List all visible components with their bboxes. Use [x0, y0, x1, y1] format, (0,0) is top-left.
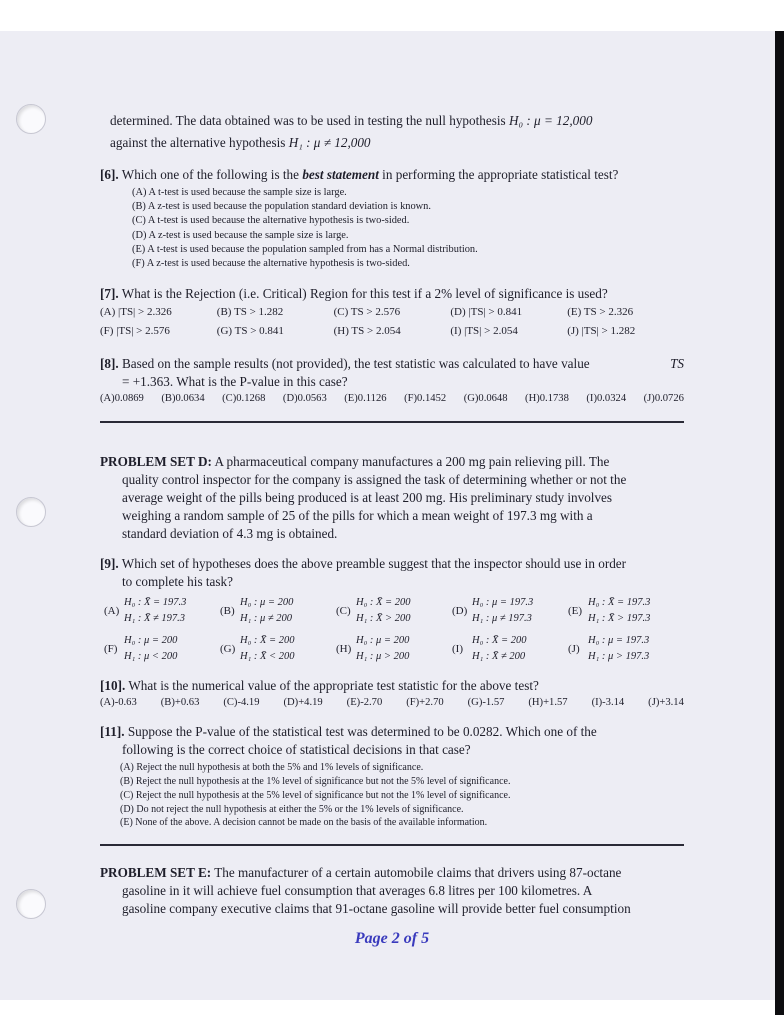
- hypothesis-option: [336, 633, 452, 665]
- option: (I) |TS| > 2.054: [450, 325, 518, 338]
- option-label: (E): [568, 605, 583, 618]
- preamble-text: gasoline in it will achieve fuel consumption that averages 6.8 litres per 100 kilometres. A: [122, 883, 593, 899]
- preamble-text: A pharmaceutical company manufactures a 200 mg pain relieving pill. The: [214, 454, 610, 470]
- page-number: Page 2 of 5: [354, 930, 430, 947]
- question-9: [100, 555, 684, 665]
- hypothesis-option: [336, 595, 452, 627]
- section-divider: [100, 844, 684, 846]
- hypothesis-option: [568, 633, 684, 665]
- alt-hypothesis: H₁ : X̄ ≠ 200: [472, 651, 526, 663]
- option-row: [100, 391, 684, 407]
- option: (D) |TS| > 0.841: [450, 306, 523, 319]
- punch-hole: [16, 104, 46, 134]
- alt-hypothesis: H₁ : μ ≠ 197.3: [472, 613, 532, 625]
- question-10: [100, 677, 684, 711]
- option: (F)+2.70: [406, 697, 444, 709]
- option: (C) A t-test is used because the alternative hypothesis is two-sided.: [132, 215, 410, 227]
- hypothesis-option: [452, 595, 568, 627]
- question-text: in performing the appropriate statistical test?: [382, 167, 619, 182]
- null-hypothesis: H₀ : μ = 197.3: [588, 635, 650, 647]
- option: (E) None of the above. A decision cannot be made on the basis of the available information.: [120, 817, 488, 829]
- option: (E) TS > 2.326: [567, 306, 634, 319]
- section-heading: PROBLEM SET D:: [100, 454, 212, 470]
- question-11: [100, 723, 684, 846]
- hypothesis-option: [220, 633, 336, 665]
- option: (G) TS > 0.841: [216, 325, 284, 338]
- page-content: [100, 112, 684, 918]
- option: (C) Reject the null hypothesis at the 5% level of significance but not the 1% level of significance.: [120, 789, 511, 801]
- option-label: (H): [336, 643, 352, 656]
- null-hypothesis: H₀ : μ = 200: [124, 635, 178, 647]
- option: (C)-4.19: [223, 697, 260, 709]
- null-hypothesis: H₀ : μ = 200: [240, 597, 294, 609]
- question-text: What is the numerical value of the appropriate test statistic for the above test?: [128, 678, 539, 694]
- option: (E)-2.70: [346, 697, 383, 709]
- preamble-text: average weight of the pills being produced is at least 200 mg. His preliminary study involves: [122, 490, 613, 506]
- option: (J)0.0726: [643, 393, 684, 405]
- scan-top-margin: [0, 0, 784, 31]
- option: (E)0.1126: [344, 393, 387, 405]
- question-number: [7].: [100, 286, 119, 302]
- hypothesis-option: [568, 595, 684, 627]
- option-label: (C): [336, 605, 351, 618]
- option: (B)+0.63: [160, 697, 200, 709]
- option: (B)0.0634: [161, 393, 205, 405]
- option: (F) A z-test is used because the alternative hypothesis is two-sided.: [132, 258, 410, 270]
- option-row: [100, 695, 684, 711]
- question-text: Based on the sample results (not provided), the test statistic was calculated to have value: [121, 356, 590, 372]
- option: (D)0.0563: [282, 393, 327, 405]
- option: (E) A t-test is used because the population sampled from has a Normal distribution.: [132, 243, 478, 255]
- option: (A)0.0869: [100, 393, 144, 405]
- option: (F)0.1452: [404, 393, 447, 405]
- null-hypothesis: H₀ : X̄ = 197.3: [124, 597, 187, 609]
- null-hypothesis: H₀ : X̄ = 197.3: [588, 597, 651, 609]
- option-list: [120, 761, 684, 830]
- option: (A)-0.63: [100, 697, 137, 709]
- preamble-text: standard deviation of 4.3 mg is obtained.: [122, 526, 338, 542]
- null-hypothesis: H₀ : X̄ = 200: [472, 635, 527, 647]
- option-label: (D): [452, 605, 468, 618]
- question-number: [11].: [100, 724, 125, 740]
- option: (B) A z-test is used because the population standard deviation is known.: [132, 201, 431, 213]
- question-text: = +1.363. What is the P-value in this case?: [122, 374, 348, 390]
- hypothesis-option: [104, 595, 220, 627]
- punch-hole: [16, 889, 46, 919]
- punch-hole: [16, 497, 46, 527]
- section-heading: PROBLEM SET E:: [100, 865, 212, 881]
- option-label: (J): [568, 643, 580, 656]
- null-hypothesis: H₀ : X̄ = 200: [240, 635, 295, 647]
- hypothesis-option: [452, 633, 568, 665]
- alt-hypothesis: H₁ : X̄ ≠ 197.3: [124, 613, 186, 625]
- null-hypothesis: H₀ : μ = 197.3: [472, 597, 534, 609]
- option-label: (A): [104, 605, 120, 618]
- question-text: Suppose the P-value of the statistical test was determined to be 0.0282. Which one of the: [127, 724, 597, 740]
- preamble-text: The manufacturer of a certain automobile claims that drivers using 87-octane: [214, 865, 622, 881]
- option: (H) TS > 2.054: [333, 325, 401, 338]
- question-8: [100, 355, 684, 423]
- option-grid: [100, 303, 684, 341]
- question-text: Which one of the following is the: [121, 167, 300, 182]
- question-7: [100, 285, 684, 341]
- option: (D) A z-test is used because the sample size is large.: [132, 229, 349, 241]
- scan-bottom-margin: [0, 1000, 775, 1015]
- question-text: following is the correct choice of statistical decisions in that case?: [122, 742, 471, 758]
- question-text: Which set of hypotheses does the above preamble suggest that the inspector should use in order: [121, 556, 627, 572]
- hypothesis-option: [104, 633, 220, 665]
- option: (C) TS > 2.576: [333, 306, 401, 319]
- question-text: What is the Rejection (i.e. Critical) Region for this test if a 2% level of significance is used?: [121, 286, 608, 302]
- option-list: [132, 186, 684, 271]
- option: (A) A t-test is used because the sample size is large.: [132, 187, 347, 198]
- null-hypothesis: H₀ : μ = 12,000: [508, 113, 593, 128]
- preamble-text: quality control inspector for the company is assigned the task of determining whether or not the: [122, 472, 627, 488]
- option: (H)+1.57: [528, 697, 568, 709]
- alt-hypothesis: H₁ : μ < 200: [124, 651, 178, 663]
- alt-hypothesis: H₁ : μ > 197.3: [588, 651, 650, 663]
- alt-hypothesis: H₁ : X̄ > 200: [356, 613, 411, 625]
- option: (B) TS > 1.282: [216, 306, 284, 319]
- emphasis-text: best statement: [302, 167, 379, 182]
- question-number: [9].: [100, 556, 119, 572]
- option: (J) |TS| > 1.282: [567, 325, 636, 338]
- option: (F) |TS| > 2.576: [100, 325, 170, 338]
- section-divider: [100, 421, 684, 423]
- option: (I)-3.14: [591, 697, 625, 709]
- option: (C)0.1268: [222, 393, 266, 405]
- option-label: (B): [220, 605, 235, 618]
- option-label: (F): [104, 643, 118, 656]
- hypothesis-option: [220, 595, 336, 627]
- preamble-text: weighing a random sample of 25 of the pills for which a mean weight of 197.3 mg with a: [122, 508, 593, 524]
- option-label: (I): [452, 643, 463, 656]
- option: (B) Reject the null hypothesis at the 1% level of significance but not the 5% level of significance.: [120, 776, 511, 788]
- alt-hypothesis: H₁ : μ ≠ 200: [240, 613, 293, 625]
- option: (J)+3.14: [648, 697, 684, 709]
- hypothesis-grid: [104, 595, 684, 665]
- option: (A) |TS| > 2.326: [100, 306, 172, 319]
- test-statistic-symbol: TS: [670, 356, 684, 372]
- problem-set-d: [100, 453, 684, 543]
- option: (D) Do not reject the null hypothesis at either the 5% or the 1% levels of significance.: [120, 803, 464, 815]
- alt-hypothesis: H₁ : μ ≠ 12,000: [288, 135, 371, 150]
- scan-edge: [775, 31, 784, 1015]
- alt-hypothesis: H₁ : μ > 200: [356, 651, 410, 663]
- null-hypothesis: H₀ : μ = 200: [356, 635, 410, 647]
- question-6: [100, 166, 684, 271]
- intro-paragraph: [110, 112, 684, 152]
- option: (G)0.0648: [463, 393, 508, 405]
- option: (A) Reject the null hypothesis at both the 5% and 1% levels of significance.: [120, 762, 424, 774]
- preamble-text: gasoline company executive claims that 91-octane gasoline will provide better fuel consumption: [122, 901, 631, 917]
- null-hypothesis: H₀ : X̄ = 200: [356, 597, 411, 609]
- option: (D)+4.19: [283, 697, 323, 709]
- alt-hypothesis: H₁ : X̄ < 200: [240, 651, 295, 663]
- problem-set-e: [100, 864, 684, 918]
- option: (I)0.0324: [586, 393, 627, 405]
- intro-text: against the alternative hypothesis: [110, 135, 286, 150]
- question-number: [8].: [100, 356, 119, 372]
- question-number: [6].: [100, 167, 119, 182]
- option: (H)0.1738: [525, 393, 569, 405]
- alt-hypothesis: H₁ : X̄ > 197.3: [588, 613, 651, 625]
- option-label: (G): [220, 643, 236, 656]
- intro-text: determined. The data obtained was to be used in testing the null hypothesis: [110, 113, 506, 128]
- question-number: [10].: [100, 678, 126, 694]
- option: (G)-1.57: [467, 697, 505, 709]
- question-text: to complete his task?: [122, 574, 233, 590]
